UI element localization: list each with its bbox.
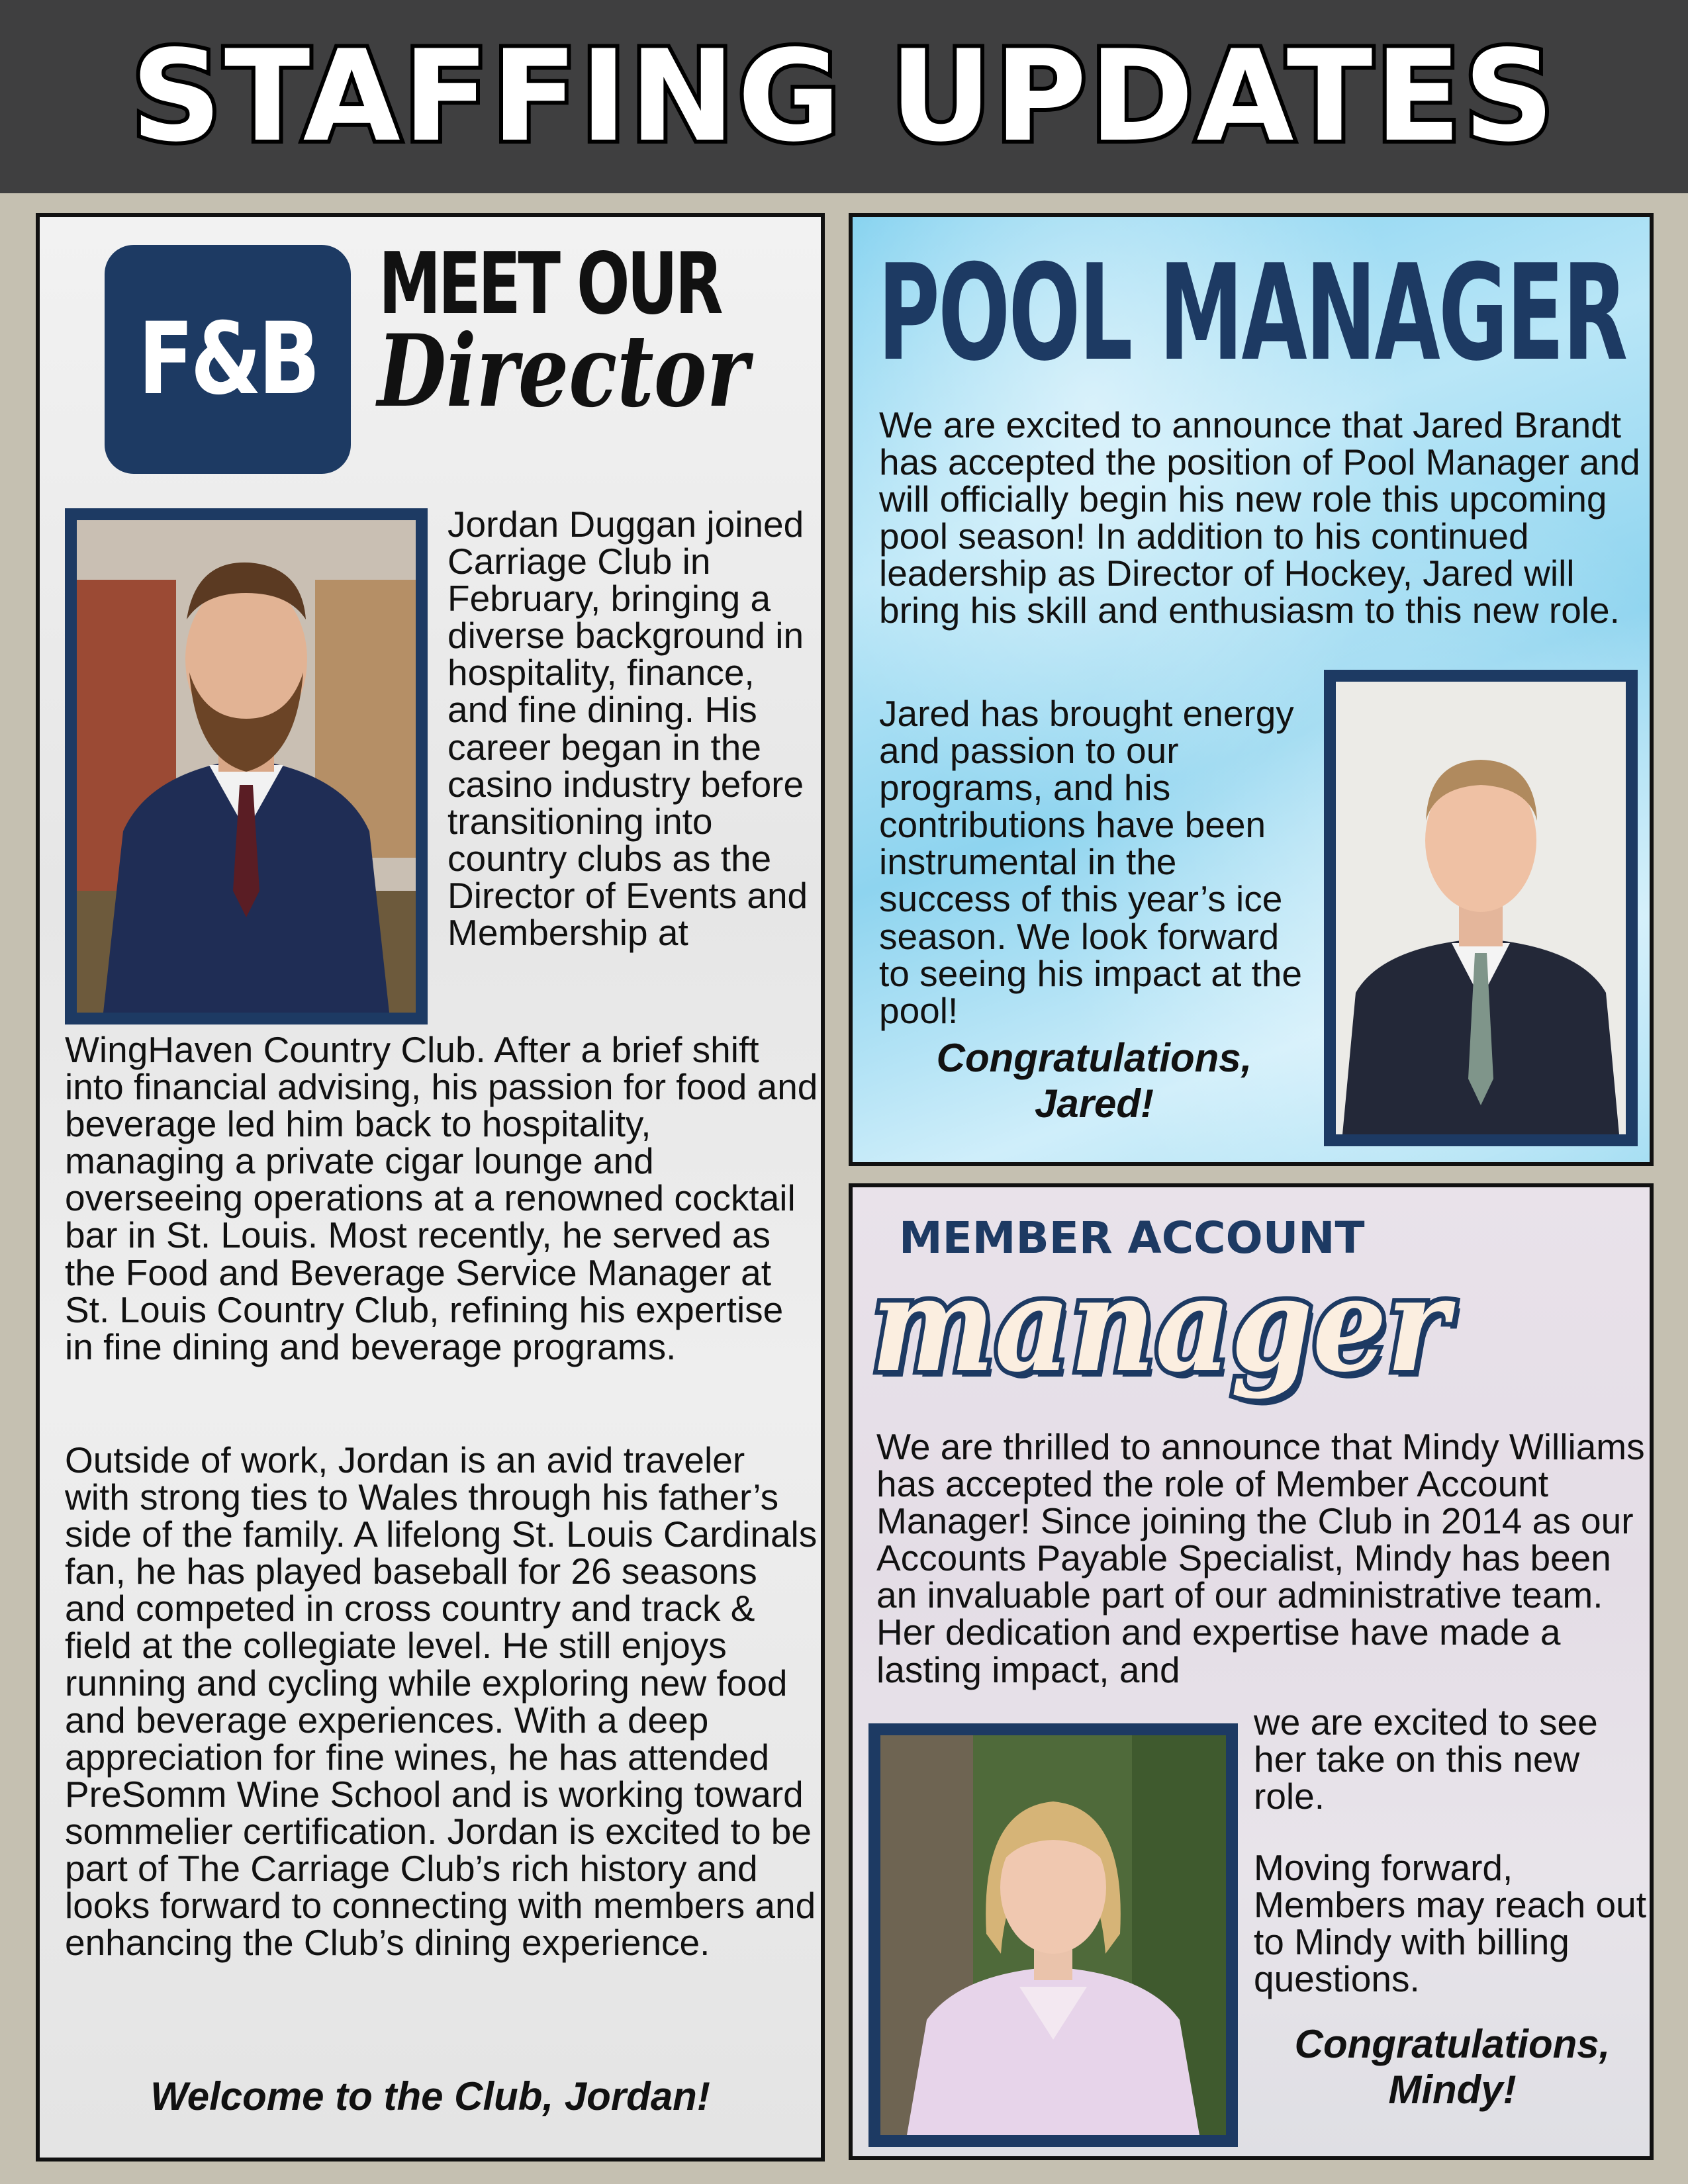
jordan-sign-off: Welcome to the Club, Jordan! [150,2074,710,2118]
jordan-bio-paragraph-2: Outside of work, Jordan is an avid traveler with strong ties to Wales through his father’s side of the family. A lifelong St. Louis Cardinals fan, he has played baseball for 26 seasons and competed in cross country and track & field at the collegiate level. He still enjoys running and cycling while exploring new food and beverage experiences. With a deep appreciation for fine wines, he has attended PreSomm Wine School and is working toward sommelier certification. Jordan is excited to be part of The Carriage Club’s rich history and looks forward to connecting with members and enhancing the Club’s dining experience. [65,1439,818,1964]
jared-sign-off-line-1: Congratulations, [936,1036,1252,1080]
member-paragraph-1a: We are thrilled to announce that Mindy Williams has accepted the role of Member Account Manager! Since joining the Club in 2014 as our Accounts Payable Specialist, Mindy has been an invaluable part of our administrative team. Her dedication and expertise have made a lasting impact, and [876,1426,1645,1690]
page-title: STAFFING UPDATES [131,23,1557,169]
mindy-sign-off-line-2: Mindy! [1388,2068,1517,2112]
portrait-photo-icon [1336,682,1626,1134]
fb-logo [105,245,351,474]
portrait-photo-icon [77,520,416,1013]
pool-paragraph-1: We are excited to announce that Jared Brandt has accepted the position of Pool Manager and will officially begin his new role this upcoming pool season! In addition to his continued leadership as Director of Hockey, Jared will bring his skill and enthusiasm to this new role. [879,404,1640,631]
mindy-sign-off [1254,2021,1651,2113]
header-banner [0,0,1688,193]
meet-our-heading: MEET OUR [379,235,721,334]
jordan-bio-paragraph-1a: Jordan Duggan joined Carriage Club in February, bringing a diverse background in hospitality, finance, and fine dining. His career began in the casino industry before transitioning into country clubs as the Director of Events and Membership at [447,504,808,954]
jordan-photo [65,508,428,1024]
mindy-photo [868,1723,1238,2147]
director-heading: Director [377,313,749,430]
jared-sign-off [879,1035,1309,1126]
mindy-sign-off-line-1: Congratulations, [1294,2022,1611,2066]
portrait-photo-icon [880,1735,1226,2135]
pool-manager-title: POOL MANAGER [878,236,1626,390]
fb-logo-text: F&B [138,302,318,417]
jared-sign-off-line-2: Jared! [1034,1081,1154,1126]
member-account-panel [849,1183,1654,2160]
fb-director-panel [36,213,825,2161]
jared-photo [1324,670,1638,1146]
member-paragraph-1b: we are excited to see her take on this new role. [1254,1702,1598,1817]
pool-paragraph-2: Jared has brought energy and passion to our programs, and his contributions have been instrumental in the success of this year’s ice season. We look forward to seeing his impact at the pool! [879,693,1302,1031]
member-paragraph-2: Moving forward, Members may reach out to Mindy with billing questions. [1254,1847,1646,2000]
pool-manager-panel [849,213,1654,1166]
manager-script-title: manager [871,1249,1449,1401]
member-account-title: MEMBER ACCOUNT [899,1212,1365,1263]
jordan-bio-paragraph-1b: WingHaven Country Club. After a brief shift into financial advising, his passion for food and beverage led him back to hospitality, managing a private cigar lounge and overseeing operations at a renowned cocktail bar in St. Louis. Most recently, he served as the Food and Beverage Service Manager at St. Louis Country Club, refining his expertise in fine dining and beverage programs. [65,1029,818,1367]
